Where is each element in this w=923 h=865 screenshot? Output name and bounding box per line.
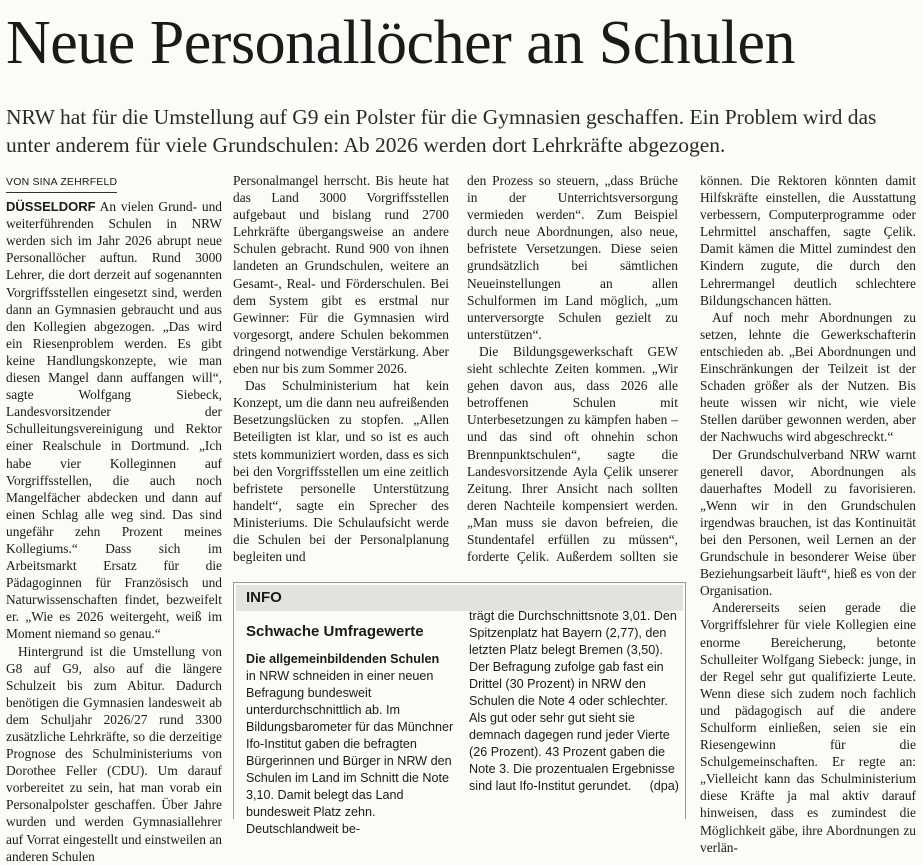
info-box-text: in NRW schneiden in einer neuen Befragung bundesweit unterdurchschnittlich ab. Im Bildungsbarometer für das Münchner Ifo-Institut gaben die befragten Bürgerinnen und Bürger in NRW den Schulen im Land im Schnitt die Note 3,10. Damit belegt das Land bundesweit Platz zehn. Deutschlandweit be-	[246, 669, 454, 836]
info-box-lead: Die allgemeinbildenden Schulen	[246, 652, 440, 666]
info-box-credit: (dpa)	[649, 779, 679, 793]
info-box-column-1	[246, 651, 456, 838]
paragraph: Hintergrund ist die Umstellung von G8 auf G9, also auf die längere Schulzeit bis zum Abitur. Dadurch benötigen die Gymnasien landesweit ab dem Schuljahr 2026/27 rund 3300 zusätzliche Lehrkräfte, so die derzeitige Prognose des Schulministeriums von Dorothee Feller (CDU). Um darauf vorbereitet zu sein, hat man vorab ein Personalpolster geschaffen. Über Jahre wurden und werden Gymnasiallehrer auf Vorrat eingestellt und einstweilen an anderen Schulen	[6, 643, 222, 864]
paragraph: Andererseits seien gerade die Vorgriffslehrer für viele Kollegien eine enorme Bereicherung, betonte Schulleiter Wolfgang Siebeck: junge, in der Regel sehr gut qualifizierte Leute. Wenn diese sich zudem noch fachlich und pädagogisch auf die andere Schulform einließen, seien sie ein Riesengewinn für die Schulgemeinschaften. Er regte an: „Vielleicht kann das Schulministerium diese Kräfte ja mal aktiv darauf hinweisen, dass es zumindest die Möglichkeit gäbe, ihre Abordnungen zu verlän-	[700, 600, 916, 855]
paragraph	[6, 198, 222, 642]
article-subheadline: NRW hat für die Umstellung auf G9 ein Polster für die Gymnasien geschaffen. Ein Problem wird das unter anderem für viele Grundschulen: Ab 2026 werden dort Lehrkräfte abgezogen.	[6, 105, 877, 157]
paragraph: Auf noch mehr Abordnungen zu setzen, lehnte die Gewerkschafterin entschieden ab. „Bei Abordnungen und Einschränkungen der Teilzeit ist der Schaden größer als der Nutzen. Bis heute wissen wir nicht, wie viele Stellen darüber gewonnen werden, aber der Nachwuchs wird abgeschreckt.“	[700, 309, 916, 445]
info-box-label: INFO	[236, 585, 683, 611]
info-box-text: trägt die Durchschnittsnote 3,01. Den Spitzenplatz hat Bayern (2,77), den letzten Platz belegt Bremen (3,50). Der Befragung zufolge gab fast ein Drittel (30 Prozent) in NRW den Schulen die Note 4 oder schlechter. Als gut oder sehr gut sieht sie demnach dagegen rund jeder Vierte (26 Prozent). 43 Prozent gaben die Note 3. Die prozentualen Ergebnisse sind laut Ifo-Institut gerundet.	[469, 609, 677, 793]
info-box-title: Schwache Umfragewerte	[246, 623, 424, 640]
article-column-2	[233, 172, 449, 568]
info-box-body	[246, 609, 679, 836]
byline: VON SINA ZEHRFELD	[6, 174, 117, 193]
article-column-4	[700, 172, 916, 856]
article-column-1	[6, 172, 222, 865]
paragraph: Das Schulministerium hat kein Konzept, um die dann neu aufreißenden Besetzungslücken zu stopfen. „Allen Beteiligten ist klar, und so ist es auch stets kommuniziert worden, dass es sich bei den Vorgriffsstellen um eine zeitlich befristete personelle Unterstützung handelt“, sagte ein Sprecher des Ministeriums. Die Schulaufsicht werde die Schulen bei der Personalplanung begleiten und	[233, 378, 449, 565]
article-headline: Neue Personallöcher an Schulen	[6, 9, 796, 77]
paragraph: den Prozess so steuern, „dass Brüche in der Unterrichtsversorgung vermieden werden“. Zum Beispiel durch neue Abordnungen, also neue, befristete Versetzungen. Diese seien grundsätzlich bei sämtlichen Neueinstellungen an allen Schulformen im Land möglich, „um unterversorgte Schulen gezielt zu unterstützen“.	[467, 173, 678, 342]
info-box-column-2	[469, 608, 679, 795]
paragraph: Personalmangel herrscht. Bis heute hat das Land 3000 Vorgriffsstellen aufgebaut und bislang rund 2700 Lehrkräfte übergangsweise an andere Schulen gebracht. Rund 900 von ihnen landeten an Grundschulen, weitere an Gesamt-, Real- und Förderschulen. Bei dem System gibt es erstmal nur Gewinner: Für die Gymnasien wird vorgesorgt, andere Schulen bekommen dringend notwendige Verstärkung. Aber eben nur bis zum Sommer 2026.	[233, 173, 449, 377]
paragraph: können. Die Rektoren könnten damit Hilfskräfte einstellen, die Ausstattung verbessern, Computerprogramme oder Lehrmittel anschaffen, sagte Çelik. Damit kämen die Mittel zumindest den Kindern zugute, die durch den Lehrermangel deutlich schlechtere Bildungschancen hätten.	[700, 173, 916, 308]
dateline: DÜSSELDORF	[6, 199, 96, 215]
paragraph: Der Grundschulverband NRW warnt generell davor, Abordnungen als dauerhaftes Modell zu favorisieren. „Wenn wir in den Grundschulen irgendwas brauchen, ist das Kontinuität bei den Personen, weil Lernen an der Grundschule in besonderer Weise über Beziehungsarbeit läuft“, hieß es von der Organisation.	[700, 446, 916, 599]
paragraph-text: An vielen Grund- und weiterführenden Schulen in NRW werden sich im Jahr 2026 abrupt neue Personallöcher auftun. Rund 3000 Lehrer, die dort derzeit auf sogenannten Vorgriffsstellen eingesetzt sind, werden dann an Gymnasien gebraucht und aus den Kollegien abgezogen. „Das wird ein Riesenproblem werden. Es gibt keine Handlungskonzepte, wie man diesen Mangel dann auffangen will“, sagte Wolfgang Siebeck, Landesvorsitzender der Schulleitungsvereinigung und Rektor einer Realschule in Dortmund. „Ich habe vier Kolleginnen auf Vorgriffsstellen, die auch noch Mangelfächer abdecken und dann auf einen Schlag alle weg sind. Das sind ungefähr zehn Prozent meines Kollegiums.“ Dass sich im Arbeitsmarkt Ersatz für die Pädagoginnen für Französisch und Naturwissenschaften findet, bezweifelt er. „Wie es 2026 weitergeht, weiß im Moment niemand so genau.“	[6, 199, 222, 642]
paragraph: Die Bildungsgewerkschaft GEW sieht schlechte Zeiten kommen. „Wir gehen davon aus, dass 2026 alle betroffenen Schulen mit Unterbesetzungen zu kämpfen haben – und das sind oft ohnehin schon Brennpunktschulen“, sagte die Landesvorsitzende Ayla Çelik unserer Zeitung. Ihrer Ansicht nach sollten deren Nachteile kompensiert werden. „Man muss sie davon befreien, die Stundentafel erfüllen zu müssen“, forderte Çelik. Außerdem sollten sie	[467, 343, 678, 565]
info-box	[233, 582, 686, 836]
article-column-3	[467, 172, 678, 568]
